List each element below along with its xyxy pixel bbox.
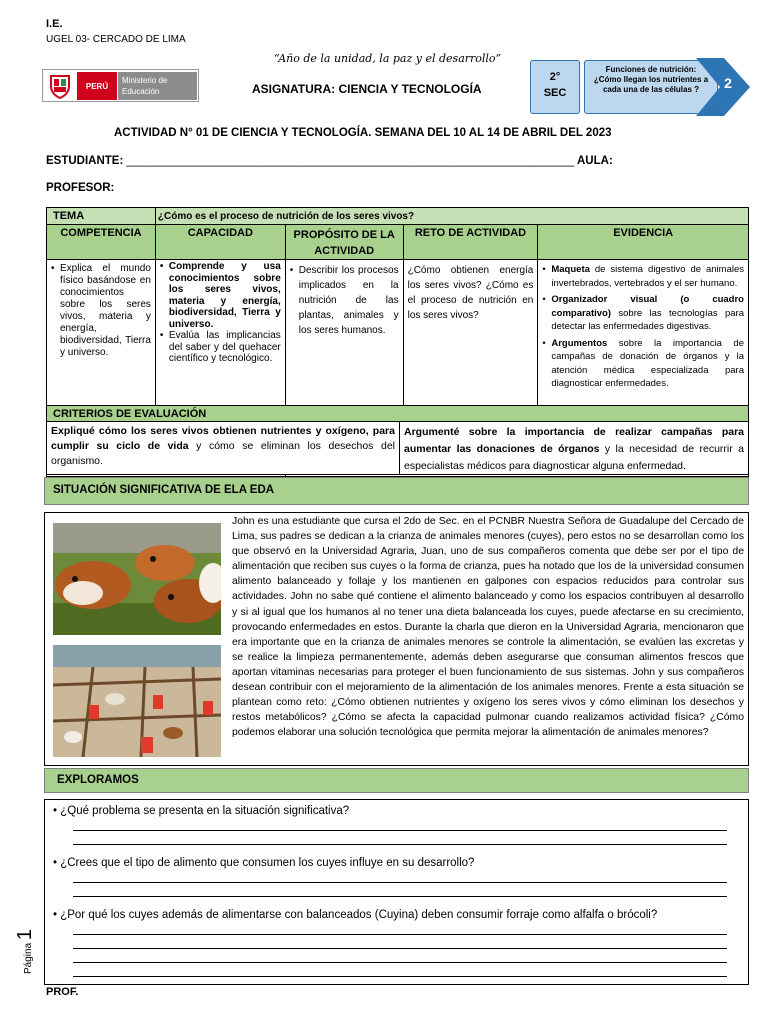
ministry-line-2: Educación	[122, 87, 160, 96]
guinea-pigs-photo	[53, 523, 221, 635]
criterios-label: CRITERIOS DE EVALUACIÓN	[47, 406, 749, 423]
proposito-cell	[285, 260, 403, 406]
evidencia-cell	[538, 260, 749, 406]
evidencia-item	[542, 293, 744, 334]
criterio-right	[399, 421, 749, 475]
situacion-text: John es una estudiante que cursa el 2do de Sec. en el PCNBR Nuestra Señora de Guadalupe del Cercado de Lima, sus padres se dedican a la crianza de animales menores (cuyes), pero estos no se desarrollan como los que observó en la Universidad Agraria, Juan, uno de sus compañeros comenta que debe ser por el tipo de alimentación que reciben sus cuyes o la forma de crianza, pues ha notado que los de la universidad consumen alimento balanceado y follaje y los mantienen en galpones con espacios reducidos para controlar sus actividades. John no sabe qué contiene el alimento balanceado y como los espacios contribuyen al desarrollo y si al igual que los humanos al no tener una dieta balanceada los cuyes, puede afectarse en su crecimiento, provocando enfermedades en estos. Durante la charla que dieron en la Universidad Agraria, mencionaron que era importante que en la crianza de animales menores se controle la alimentación, se evalúen las excretas y se realice la limpieza permanentemente, además deben asegurarse que consuman alimentos frescos que aportan vitaminas necesarias para proteger el buen funcionamiento de sus sistemas. John y sus compañeros desean contribuir con el mejoramiento de la alimentación de los animales menores. Frente a esta situación se plantean como reto: ¿Cómo obtienen nutrientes y oxígeno los seres vivos y cómo eliminan los desechos y restos metabólicos? ¿Cómo se afecta la capacidad pulmonar cuando realizamos actividad física? ¿Cómo podemos elaborar una solución tecnológica que permita mejorar la alimentación de animales menores?	[232, 516, 744, 739]
criterio-left	[46, 421, 400, 475]
capacidad-item: • Evalúa las implicancias del saber y del quehacer científico y tecnológico.	[160, 330, 281, 365]
answer-line[interactable]	[73, 869, 727, 883]
answer-line[interactable]	[73, 883, 727, 897]
evidencia-item	[542, 337, 744, 391]
criterio-left-rest: y cómo se eliminan los desechos del organismo.	[51, 440, 396, 467]
situacion-header: SITUACIÓN SIGNIFICATIVA DE ELA EDA	[44, 477, 749, 505]
evidencia-strong: Argumentos	[551, 337, 608, 349]
tema-value: ¿Cómo es el proceso de nutrición de los seres vivos?	[155, 208, 748, 225]
student-name-field[interactable]: ______________________________________________________________________	[126, 155, 575, 167]
criterio-right-rest: y la necesidad de recurrir a especialistas médicos para diagnosticar alguna enfermedad.	[404, 443, 744, 472]
student-label: ESTUDIANTE:	[46, 155, 124, 167]
page-label: Página	[23, 942, 34, 974]
page-indicator	[14, 918, 38, 974]
subject-title: ASIGNATURA: CIENCIA Y TECNOLOGÍA	[252, 82, 482, 96]
question-block	[53, 909, 743, 977]
question-block	[53, 805, 743, 845]
reto-text: ¿Cómo obtienen energía los seres vivos? ¿Cómo es el proceso de nutrición en los seres vivos?	[403, 260, 538, 406]
peru-label: PERÚ	[77, 72, 117, 100]
criterios-row	[46, 421, 749, 475]
exploramos-box	[44, 799, 749, 985]
answer-line[interactable]	[73, 963, 727, 977]
answer-line[interactable]	[73, 921, 727, 935]
competencia-text: • Explica el mundo físico basándose en conocimientos sobre los seres vivos, materia y energía, biodiversidad, Tierra y universo.	[51, 263, 151, 359]
question-text: • ¿Qué problema se presenta en la situación significativa?	[53, 805, 350, 817]
question-block	[53, 857, 743, 897]
proposito-text: • Describir los procesos implicados en la nutrición de las plantas, animales y los seres humanos.	[290, 263, 399, 338]
student-line	[46, 155, 613, 167]
unit-title: Funciones de nutrición: ¿Cómo llegan los nutrientes a cada una de las células ?	[593, 65, 709, 94]
evidencia-rest: de sistema digestivo de animales invertebrados, vertebrados y el ser humano.	[551, 264, 744, 289]
evidencia-item	[542, 263, 744, 290]
grade-number: 2°	[549, 71, 561, 83]
peru-shield-icon	[45, 72, 75, 100]
year-motto: “Año de la unidad, la paz y el desarrollo”	[274, 52, 502, 65]
school-label: I.E.	[46, 18, 63, 30]
answer-line[interactable]	[73, 817, 727, 831]
activity-title: ACTIVIDAD N° 01 DE CIENCIA Y TECNOLOGÍA. SEMANA DEL 10 AL 14 DE ABRIL DEL 2023	[114, 127, 612, 139]
capacidad-cell	[155, 260, 285, 406]
header-evidencia: EVIDENCIA	[538, 225, 749, 260]
question-text: • ¿Crees que el tipo de alimento que consumen los cuyes influye en su desarrollo?	[53, 857, 475, 869]
exploramos-header: EXPLORAMOS	[44, 768, 749, 793]
question-text: • ¿Por qué los cuyes además de alimentarse con balanceados (Cuyina) deben consumir forraje como alfalfa o brócoli?	[53, 909, 658, 921]
criterio-right-strong: Argumenté sobre la importancia de realizar campañas para aumentar las donaciones de órganos	[404, 426, 744, 455]
criterio-left-strong: Expliqué cómo los seres vivos obtienen nutrientes y oxígeno, para cumplir su ciclo de vida	[51, 425, 395, 452]
header-capacidad: CAPACIDAD	[155, 225, 285, 260]
header-proposito: PROPÓSITO DE LA ACTIVIDAD	[285, 225, 403, 260]
profesor-label: PROFESOR:	[46, 182, 115, 194]
answer-line[interactable]	[73, 949, 727, 963]
answer-line[interactable]	[73, 831, 727, 845]
prof-footer: PROF.	[46, 986, 79, 998]
page-number: 1	[14, 928, 36, 941]
ministry-logo	[42, 69, 199, 102]
ugel-label: UGEL 03- CERCADO DE LIMA	[46, 34, 186, 45]
guinea-pig-cages-photo	[53, 645, 221, 757]
aula-label: AULA:	[577, 155, 613, 167]
answer-line[interactable]	[73, 935, 727, 949]
grade-box	[530, 60, 580, 114]
grade-level: SEC	[543, 87, 567, 99]
header-reto: RETO DE ACTIVIDAD	[403, 225, 538, 260]
header-competencia: COMPETENCIA	[47, 225, 156, 260]
competencia-cell	[47, 260, 156, 406]
ministry-line-1: Ministerio de	[122, 76, 168, 85]
evidencia-rest: sobre las tecnologías para detectar las enfermedades digestivas.	[551, 307, 744, 332]
situacion-box	[44, 512, 749, 766]
tema-label: TEMA	[47, 208, 156, 225]
evidencia-rest: sobre la importancia de campañas de donación de órganos y la atención médica especializada para diagnosticar enfermedades.	[551, 337, 744, 389]
evidencia-strong: Maqueta	[551, 264, 590, 275]
evidencia-strong: Organizador visual (o cuadro comparativo)	[551, 294, 744, 319]
unit-number: 2	[724, 75, 732, 91]
capacidad-item: • Comprende y usa conocimientos sobre los seres vivos, materia y energía, biodiversidad, Tierra y universo.	[160, 261, 281, 330]
